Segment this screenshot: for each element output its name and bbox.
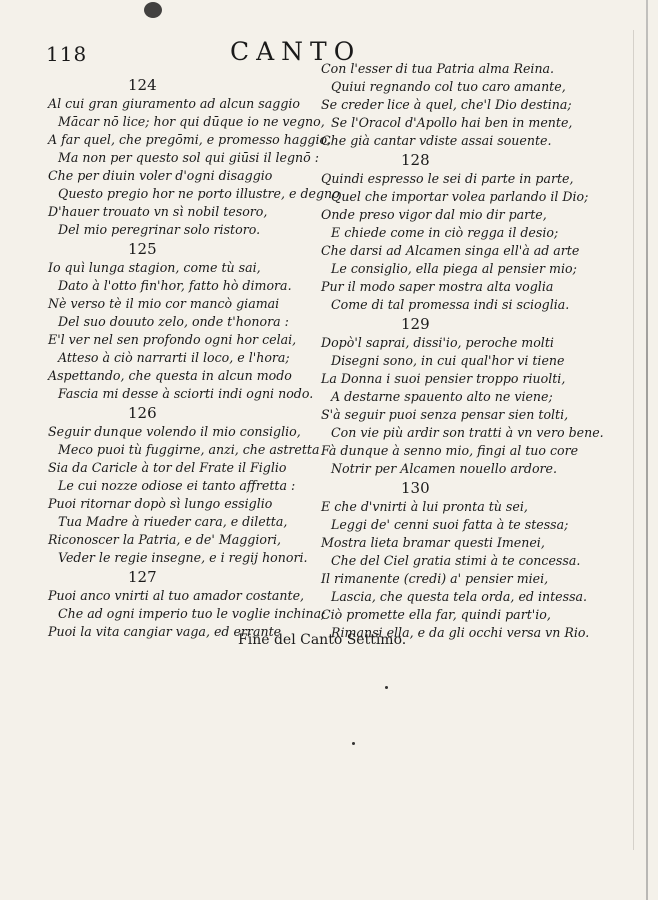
verse-line: Il rimanente (credi) a' pensier miei, <box>321 571 549 586</box>
verse-line: Onde preso vigor dal mio dir parte, <box>321 207 547 222</box>
page-fold-shadow <box>633 30 634 850</box>
stanza <box>321 315 611 478</box>
verse-line: Ciò promette ella far, quindi part'io, <box>321 607 551 622</box>
verse-line: A far quel, che pregōmi, e promesso haggio, <box>48 132 332 147</box>
right-column <box>321 60 611 642</box>
stanza <box>321 151 611 314</box>
stanza-number: 126 <box>128 404 157 422</box>
stanza-number: 129 <box>401 315 430 333</box>
verse-line: Con vie più ardir son tratti à vn vero bene. <box>331 425 604 440</box>
verse-line: S'à seguir puoi senza pensar sien tolti, <box>321 407 569 422</box>
verse-line: Dopò'l saprai, dissi'io, peroche molti <box>321 335 554 350</box>
stanza-number: 128 <box>401 151 430 169</box>
verse-line: Rimansi ella, e da gli occhi versa vn Rio. <box>331 625 590 640</box>
verse-line: Disegni sono, in cui qual'hor vi tiene <box>331 353 565 368</box>
verse-line: Veder le regie insegne, e i regij honori. <box>58 550 308 565</box>
verse-line: Come di tal promessa indi si scioglia. <box>331 297 570 312</box>
verse-line: Se creder lice à quel, che'l Dio destina; <box>321 97 572 112</box>
stanza <box>48 240 338 403</box>
verse-line: Lascia, che questa tela orda, ed intessa. <box>331 589 588 604</box>
verse-line: Tua Madre à riueder cara, e diletta, <box>58 514 288 529</box>
verse-line: Meco puoi tù fuggirne, anzi, che astretta <box>58 442 320 457</box>
verse-line: Quel che importar volea parlando il Dio; <box>331 189 589 204</box>
verse-line: Quiui regnando col tuo caro amante, <box>331 79 566 94</box>
stanza-number: 127 <box>128 568 157 586</box>
verse-line: Quindi espresso le sei di parte in parte, <box>321 171 574 186</box>
ink-blot <box>144 2 162 18</box>
stanza <box>48 76 338 239</box>
verse-line: Leggi de' cenni suoi fatta à te stessa; <box>331 517 569 532</box>
stanza <box>321 60 611 150</box>
page-number: 118 <box>46 42 88 66</box>
stanza <box>48 404 338 567</box>
speck <box>385 686 388 689</box>
verse-line: Del suo douuto zelo, onde t'honora : <box>58 314 289 329</box>
verse-line: Se l'Oracol d'Apollo hai ben in mente, <box>331 115 573 130</box>
running-head: CANTO <box>230 37 362 66</box>
verse-line: Mostra lieta bramar questi Imenei, <box>321 535 545 550</box>
verse-line: Puoi la vita cangiar vaga, ed errante <box>48 624 282 639</box>
verse-line: Che darsi ad Alcamen singa ell'à ad arte <box>321 243 580 258</box>
stanza <box>48 568 338 641</box>
verse-line: Al cui gran giuramento ad alcun saggio <box>48 96 300 111</box>
verse-line: Atteso à ciò narrarti il loco, e l'hora; <box>58 350 290 365</box>
speck <box>352 742 355 745</box>
verse-line: Nè verso tè il mio cor mancò giamai <box>48 296 280 311</box>
verse-line: La Donna i suoi pensier troppo riuolti, <box>321 371 566 386</box>
verse-line: D'hauer trouato vn sì nobil tesoro, <box>48 204 268 219</box>
verse-line: Che per diuin voler d'ogni disaggio <box>48 168 273 183</box>
verse-line: Ma non per questo sol qui giūsi il legnō : <box>58 150 320 165</box>
colophon: Fine del Canto Settimo. <box>238 632 407 648</box>
left-column <box>48 75 338 641</box>
verse-line: Puoi ritornar dopò sì lungo essiglio <box>48 496 273 511</box>
verse-line: A destarne spauento alto ne viene; <box>331 389 553 404</box>
verse-line: Notrir per Alcamen nouello ardore. <box>331 461 558 476</box>
verse-line: Sia da Caricle à tor del Frate il Figlio <box>48 460 287 475</box>
stanza-number: 130 <box>401 479 430 497</box>
verse-line: Seguir dunque volendo il mio consiglio, <box>48 424 301 439</box>
verse-line: E chiede come in ciò regga il desio; <box>331 225 559 240</box>
verse-line: Fà dunque à senno mio, fingi al tuo core <box>321 443 579 458</box>
stanza-number: 125 <box>128 240 157 258</box>
verse-line: Questo pregio hor ne porto illustre, e degno <box>58 186 340 201</box>
verse-line: Che ad ogni imperio tuo le voglie inchina; <box>58 606 326 621</box>
verse-line: Riconoscer la Patria, e de' Maggiori, <box>48 532 282 547</box>
page-edge <box>646 0 648 900</box>
verse-line: Puoi anco vnirti al tuo amador costante, <box>48 588 305 603</box>
verse-line: Fascia mi desse à sciorti indi ogni nodo. <box>58 386 314 401</box>
stanza <box>321 479 611 642</box>
verse-line: Del mio peregrinar solo ristoro. <box>58 222 261 237</box>
verse-line: Aspettando, che questa in alcun modo <box>48 368 292 383</box>
stanza-number: 124 <box>128 76 157 94</box>
verse-line: Mācar nō lice; hor qui dūque io ne vegno, <box>58 114 325 129</box>
verse-line: Con l'esser di tua Patria alma Reina. <box>321 61 555 76</box>
verse-line: Che del Ciel gratia stimi à te concessa. <box>331 553 581 568</box>
verse-line: Pur il modo saper mostra alta voglia <box>321 279 554 294</box>
verse-line: Che già cantar vdiste assai souente. <box>321 133 552 148</box>
verse-line: E che d'vnirti à lui pronta tù sei, <box>321 499 528 514</box>
verse-line: Dato à l'otto fin'hor, fatto hò dimora. <box>58 278 292 293</box>
verse-line: E'l ver nel sen profondo ogni hor celai, <box>48 332 297 347</box>
verse-line: Io quì lunga stagion, come tù sai, <box>48 260 261 275</box>
verse-line: Le consiglio, ella piega al pensier mio; <box>331 261 577 276</box>
verse-line: Le cui nozze odiose ei tanto affretta : <box>58 478 296 493</box>
